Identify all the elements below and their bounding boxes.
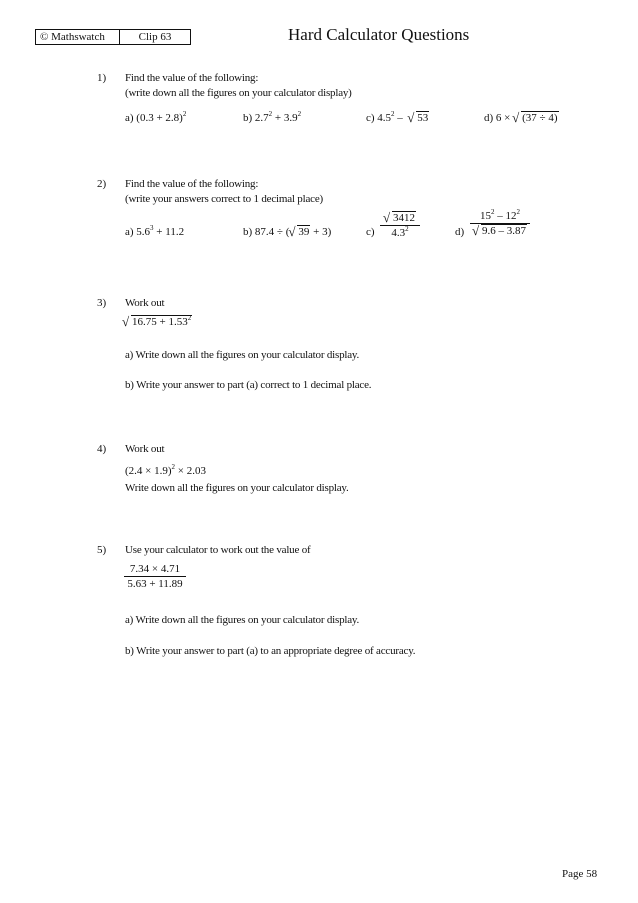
q5-fraction <box>124 563 186 590</box>
clip-box <box>119 29 191 45</box>
q5-number: 5) <box>97 544 107 556</box>
q1c-exp: 2 <box>391 110 395 118</box>
q1-part-c <box>366 112 429 124</box>
q5-intro: Use your calculator to work out the value of <box>125 544 311 556</box>
q4-number: 4) <box>97 443 107 455</box>
brand-label: © Mathswatch <box>40 31 105 43</box>
q2b-radicand: 39 <box>298 226 310 238</box>
q4-expression <box>125 465 206 477</box>
q2-part-a <box>125 226 184 238</box>
q2d-label: d) <box>455 226 465 238</box>
q2-part-d-fraction <box>470 210 530 237</box>
q4-intro: Work out <box>125 443 165 455</box>
q2b-lead: 87.4 ÷ ( <box>254 226 290 238</box>
q2b-rest: + 3) <box>310 226 332 238</box>
q2d-num-a-exp: 2 <box>491 208 495 216</box>
clip-label: Clip 63 <box>138 31 172 43</box>
q3-number: 3) <box>97 297 107 309</box>
q2c-den-exp: 2 <box>405 225 409 233</box>
q2c-radicand: 3412 <box>393 212 415 224</box>
q2d-num-op: – 12 <box>494 210 517 222</box>
q2c-den-base: 4.3 <box>391 227 406 239</box>
q2-number: 2) <box>97 178 107 190</box>
q2c-root <box>384 212 416 224</box>
q1b-exp1: 2 <box>268 110 273 118</box>
q3-expression <box>123 316 192 328</box>
q3-part-a: a) Write down all the figures on your calculator display. <box>125 349 360 361</box>
q2b-label: b) <box>243 226 253 238</box>
q1a-exp: 2 <box>182 110 187 118</box>
q1a-label: a) <box>125 112 134 124</box>
q2-part-b <box>243 226 331 238</box>
q1d-lead: 6 × <box>495 112 511 124</box>
q2-part-c-fraction <box>380 212 420 239</box>
q2d-num-a: 15 <box>480 210 491 222</box>
q3-intro: Work out <box>125 297 165 309</box>
q1c-root <box>408 112 429 124</box>
q1c-label: c) <box>366 112 375 124</box>
q1d-root <box>513 112 558 124</box>
q5-numerator: 7.34 × 4.71 <box>129 563 181 575</box>
q2a-label: a) <box>125 226 134 238</box>
q1-part-b <box>243 112 301 124</box>
q1-part-a <box>125 112 186 124</box>
q1d-label: d) <box>484 112 494 124</box>
q2d-root <box>473 225 527 237</box>
page-number: Page 58 <box>562 868 598 880</box>
q1b-base1: 2.7 <box>254 112 269 124</box>
q2a-exp: 3 <box>150 224 154 232</box>
q2b-root <box>289 226 310 238</box>
q1c-radicand: 53 <box>417 112 429 124</box>
q2c-label: c) <box>366 226 375 238</box>
q3-radicand <box>131 315 192 328</box>
q4-expr-b: × 2.03 <box>175 465 206 477</box>
q4-line: Write down all the figures on your calculator display. <box>125 482 349 494</box>
q2d-radicand: 9.6 – 3.87 <box>482 225 526 237</box>
page-title: Hard Calculator Questions <box>288 25 470 44</box>
q3-root <box>123 316 192 328</box>
q1-number: 1) <box>97 72 107 84</box>
q3-exp: 2 <box>187 314 192 322</box>
q5-part-a: a) Write down all the figures on your calculator display. <box>125 614 360 626</box>
q3-radicand-text: 16.75 + 1.53 <box>132 316 188 328</box>
q5-part-b: b) Write your answer to part (a) to an appropriate degree of accuracy. <box>125 645 416 657</box>
q2a-rest: + 11.2 <box>153 226 185 238</box>
q1d-radicand: (37 ÷ 4) <box>522 112 558 124</box>
q1a-expr: (0.3 + 2.8) <box>136 112 183 124</box>
q2d-num-b-exp: 2 <box>516 208 520 216</box>
q2a-base: 5.6 <box>136 226 151 238</box>
q1b-label: b) <box>243 112 253 124</box>
q1-instruction-note: (write down all the figures on your calculator display) <box>125 87 352 99</box>
q2-instruction-note: (write your answers correct to 1 decimal place) <box>125 193 323 205</box>
q5-denominator: 5.63 + 11.89 <box>127 578 183 590</box>
brand-box <box>35 29 120 45</box>
q5-fraction-bar <box>124 576 186 577</box>
q1c-op: – <box>394 112 406 124</box>
q1-instruction: Find the value of the following: <box>125 72 259 84</box>
q4-exp: 2 <box>171 463 176 471</box>
q1b-op: + <box>272 112 284 124</box>
q1b-exp2: 2 <box>297 110 302 118</box>
q2-instruction: Find the value of the following: <box>125 178 259 190</box>
q1b-base2: 3.9 <box>283 112 298 124</box>
q4-expr-a: (2.4 × 1.9) <box>125 465 172 477</box>
q1-part-d <box>484 112 559 124</box>
q1c-base: 4.5 <box>377 112 392 124</box>
q3-part-b: b) Write your answer to part (a) correct to 1 decimal place. <box>125 379 372 391</box>
